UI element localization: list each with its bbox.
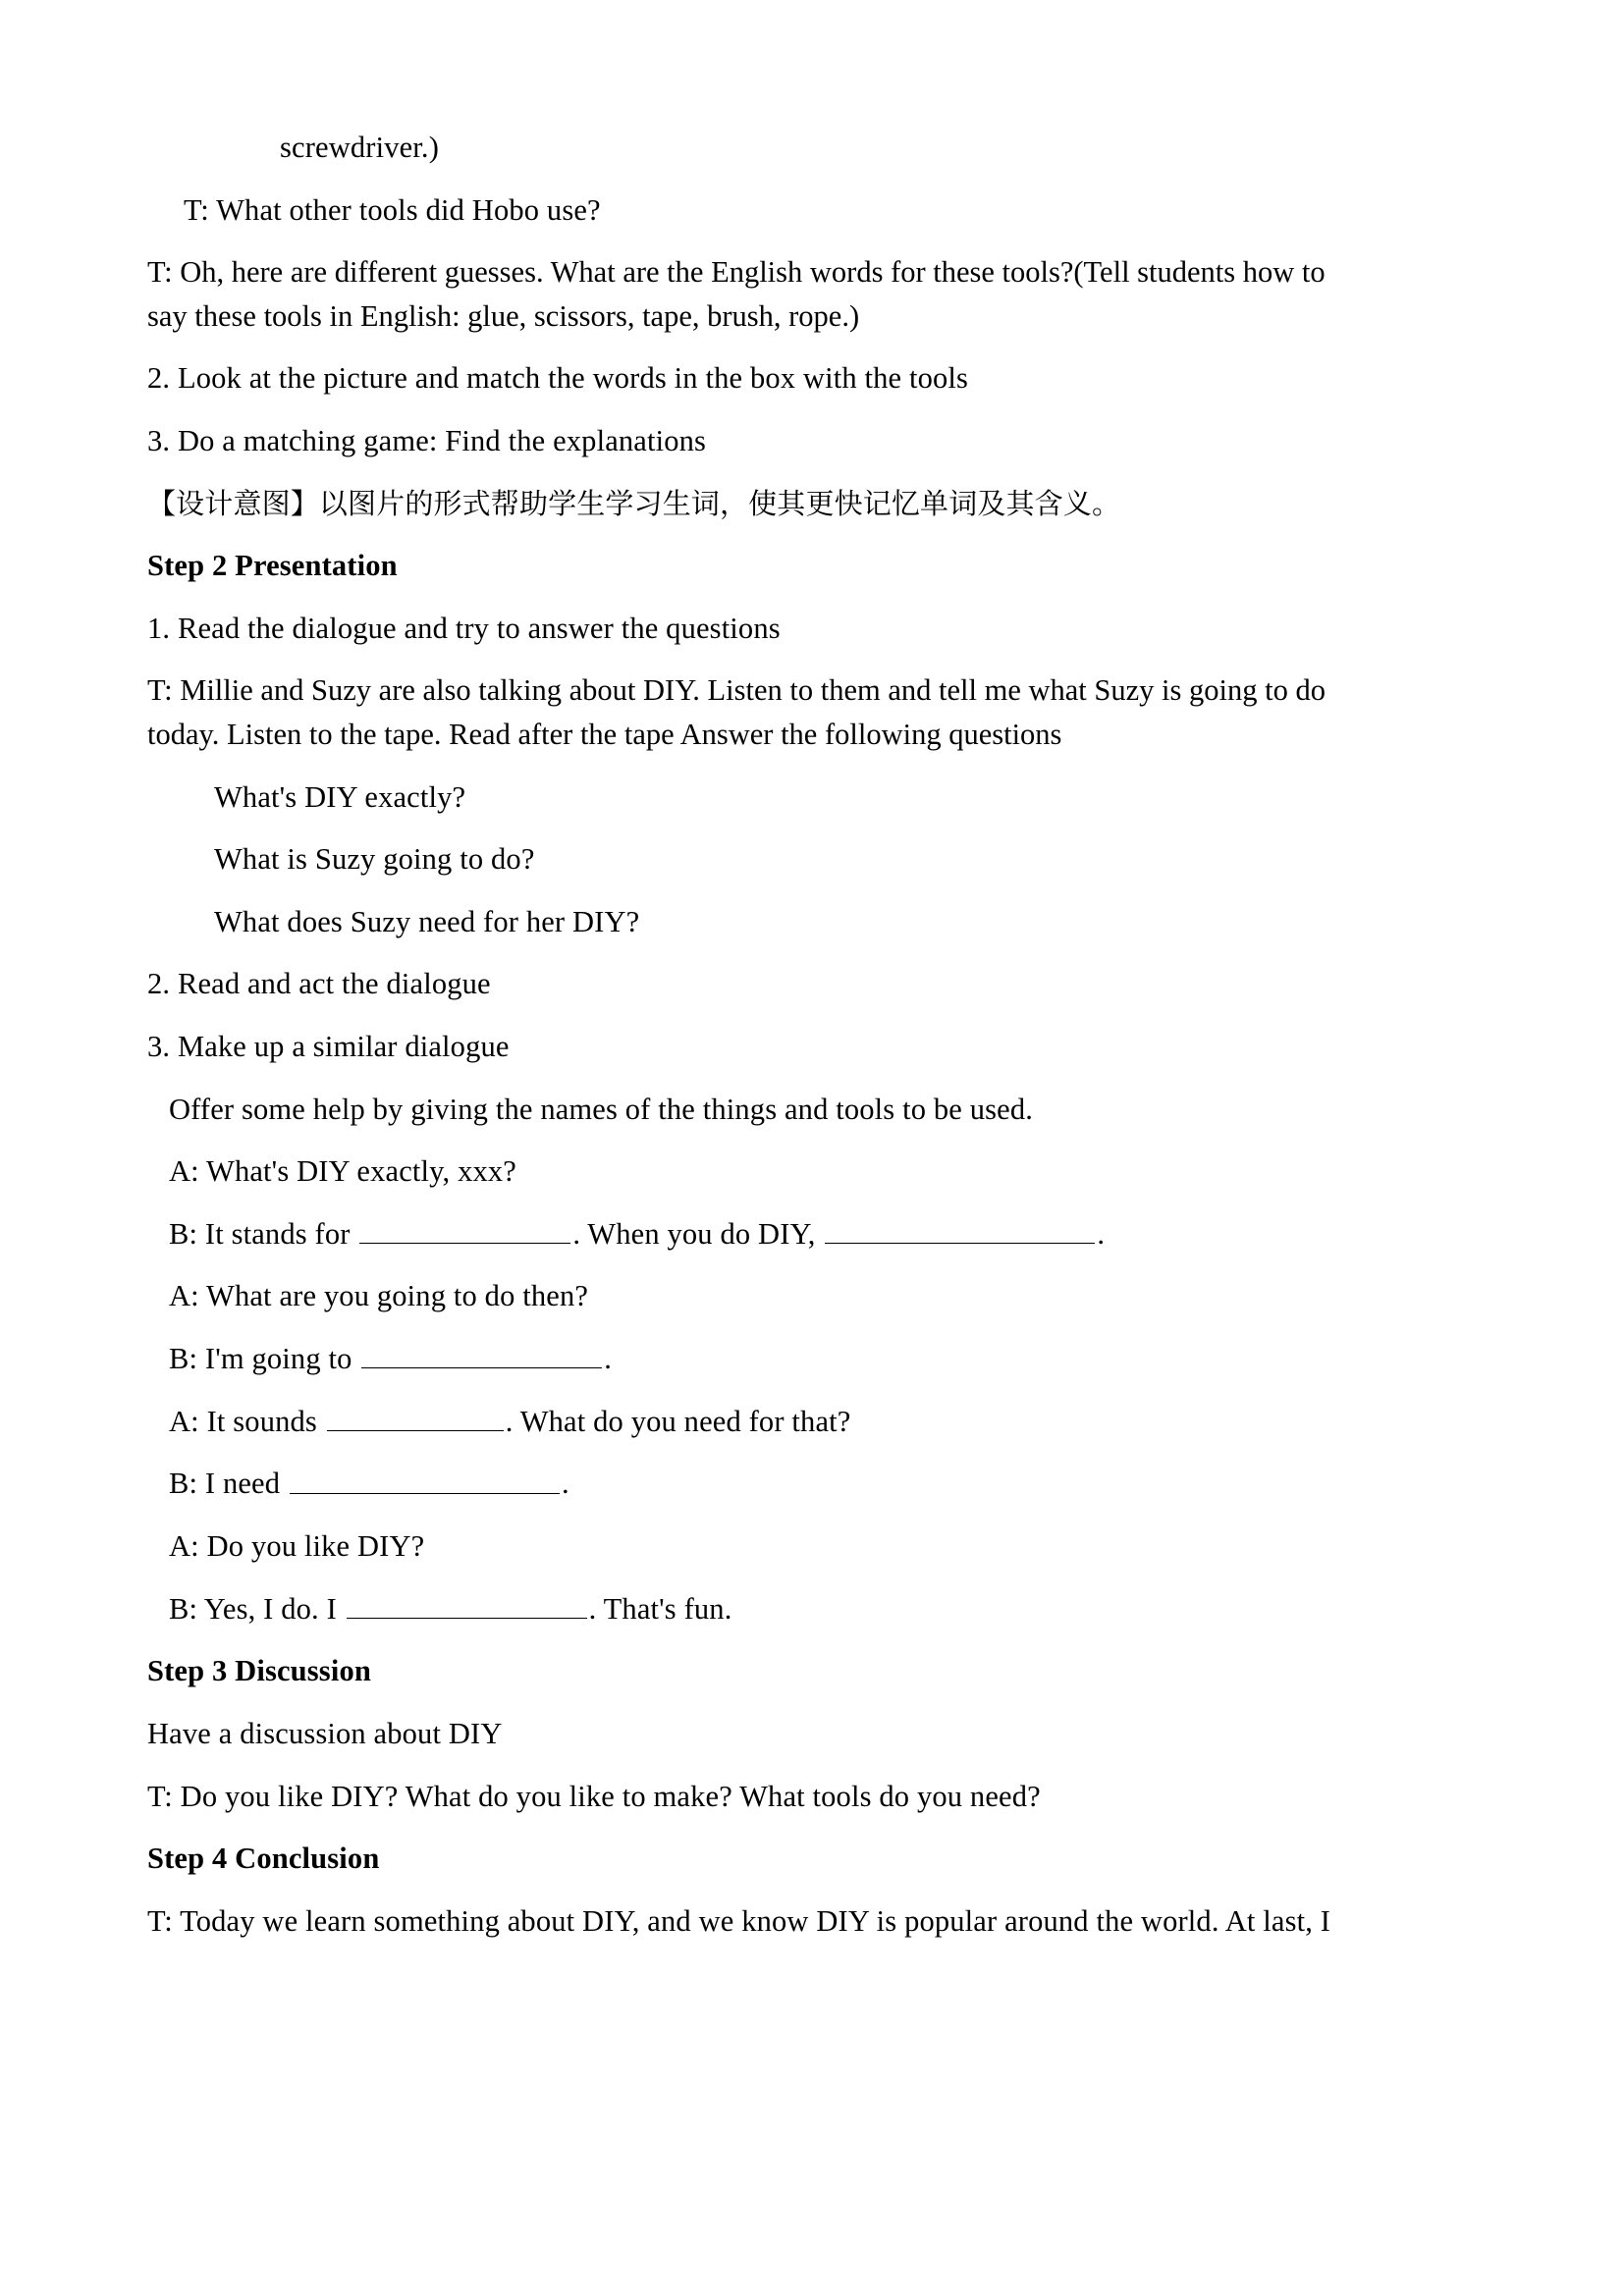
spacer (147, 463, 1475, 482)
spacer (147, 1006, 1475, 1025)
dialogue-b1-middle: . When you do DIY, (572, 1216, 824, 1251)
spacer (147, 819, 1475, 837)
question-suzy-need-for-diy: What does Suzy need for her DIY? (214, 904, 640, 938)
line-step2-item-2: 2. Read and act the dialogue (147, 967, 491, 1001)
line-screwdriver-tail: screwdriver.) (280, 131, 440, 164)
dialogue-a-it-sounds (169, 1400, 1475, 1444)
spacer (147, 170, 1475, 188)
spacer (147, 1131, 1475, 1149)
question-diy-exactly: What's DIY exactly? (214, 779, 466, 814)
dialogue-b1-end: . (1097, 1216, 1106, 1251)
spacer (147, 757, 1475, 775)
line-teacher-millie-second: today. Listen to the tape. Read after the tape Answer the following questions (147, 717, 1062, 751)
heading-step-3-discussion: Step 3 Discussion (147, 1654, 371, 1688)
spacer (147, 1255, 1475, 1274)
line-step2-item-3: 3. Make up a similar dialogue (147, 1029, 510, 1063)
line-teacher-guesses-second: say these tools in English: glue, scissors, tape, brush, rope.) (147, 298, 860, 333)
spacer (147, 650, 1475, 668)
dialogue-b2-end: . (604, 1342, 613, 1376)
line-step2-item-1: 1. Read the dialogue and try to answer the questions (147, 611, 781, 645)
dialogue-b-yes-i-do (169, 1587, 1475, 1631)
dialogue-b1-prefix: B: It stands for (169, 1216, 358, 1251)
fill-in-blank[interactable] (361, 1337, 602, 1368)
spacer (147, 338, 1475, 356)
spacer (147, 1881, 1475, 1899)
line-teacher-other-tools: T: What other tools did Hobo use? (184, 192, 601, 227)
spacer (147, 1443, 1475, 1462)
line-teacher-guesses-first: T: Oh, here are different guesses. What are the English words for these tools?(Tell students how to (147, 255, 1326, 290)
spacer (147, 881, 1475, 900)
dialogue-a-whats-diy: A: What's DIY exactly, xxx? (169, 1154, 516, 1189)
dialogue-a3-prefix: A: It sounds (169, 1404, 325, 1438)
dialogue-a3-end: . What do you need for that? (505, 1404, 851, 1438)
spacer (147, 588, 1475, 607)
spacer (147, 1318, 1475, 1337)
dialogue-a-what-are-you-going: A: What are you going to do then? (169, 1279, 589, 1313)
line-design-intent-chinese: 【设计意图】以图片的形式帮助学生学习生词，使其更快记忆单词及其含义。 (147, 486, 1121, 520)
dialogue-a-do-you-like-diy: A: Do you like DIY? (169, 1529, 425, 1564)
fill-in-blank[interactable] (290, 1462, 560, 1493)
line-teacher-millie-first: T: Millie and Suzy are also talking about DIY. Listen to them and tell me what Suzy is going to do (147, 673, 1326, 708)
heading-step-4-conclusion: Step 4 Conclusion (147, 1842, 380, 1876)
spacer (147, 400, 1475, 419)
dialogue-b4-prefix: B: Yes, I do. I (169, 1591, 345, 1626)
spacer (147, 1818, 1475, 1837)
spacer (147, 525, 1475, 544)
line-have-a-discussion: Have a discussion about DIY (147, 1716, 503, 1750)
heading-step-2-presentation: Step 2 Presentation (147, 549, 398, 583)
spacer (147, 1569, 1475, 1587)
dialogue-b-i-need (169, 1462, 1475, 1506)
spacer (147, 232, 1475, 250)
line-item-2-look-picture: 2. Look at the picture and match the words in the box with the tools (147, 361, 969, 396)
dialogue-b-im-going-to (169, 1337, 1475, 1381)
fill-in-blank[interactable] (347, 1587, 587, 1619)
document-body (147, 126, 1475, 1943)
dialogue-b3-prefix: B: I need (169, 1467, 288, 1501)
fill-in-blank[interactable] (825, 1212, 1095, 1244)
spacer (147, 1069, 1475, 1088)
line-item-3-matching-game: 3. Do a matching game: Find the explanations (147, 423, 707, 457)
dialogue-b3-end: . (561, 1467, 569, 1501)
spacer (147, 1756, 1475, 1775)
spacer (147, 943, 1475, 962)
dialogue-b4-end: . That's fun. (588, 1591, 732, 1626)
spacer (147, 1506, 1475, 1524)
spacer (147, 1630, 1475, 1649)
fill-in-blank[interactable] (327, 1400, 504, 1431)
spacer (147, 1693, 1475, 1712)
spacer (147, 1381, 1475, 1400)
line-teacher-do-you-like-diy: T: Do you like DIY? What do you like to make? What tools do you need? (147, 1779, 1041, 1813)
question-suzy-going-to-do: What is Suzy going to do? (214, 842, 535, 877)
line-teacher-today-we-learn: T: Today we learn something about DIY, and we know DIY is popular around the world. At last, I (147, 1903, 1331, 1938)
fill-in-blank[interactable] (359, 1212, 570, 1244)
spacer (147, 1194, 1475, 1212)
line-offer-some-help: Offer some help by giving the names of the things and tools to be used. (169, 1092, 1034, 1126)
dialogue-b-it-stands-for (169, 1212, 1475, 1256)
dialogue-b2-prefix: B: I'm going to (169, 1342, 360, 1376)
